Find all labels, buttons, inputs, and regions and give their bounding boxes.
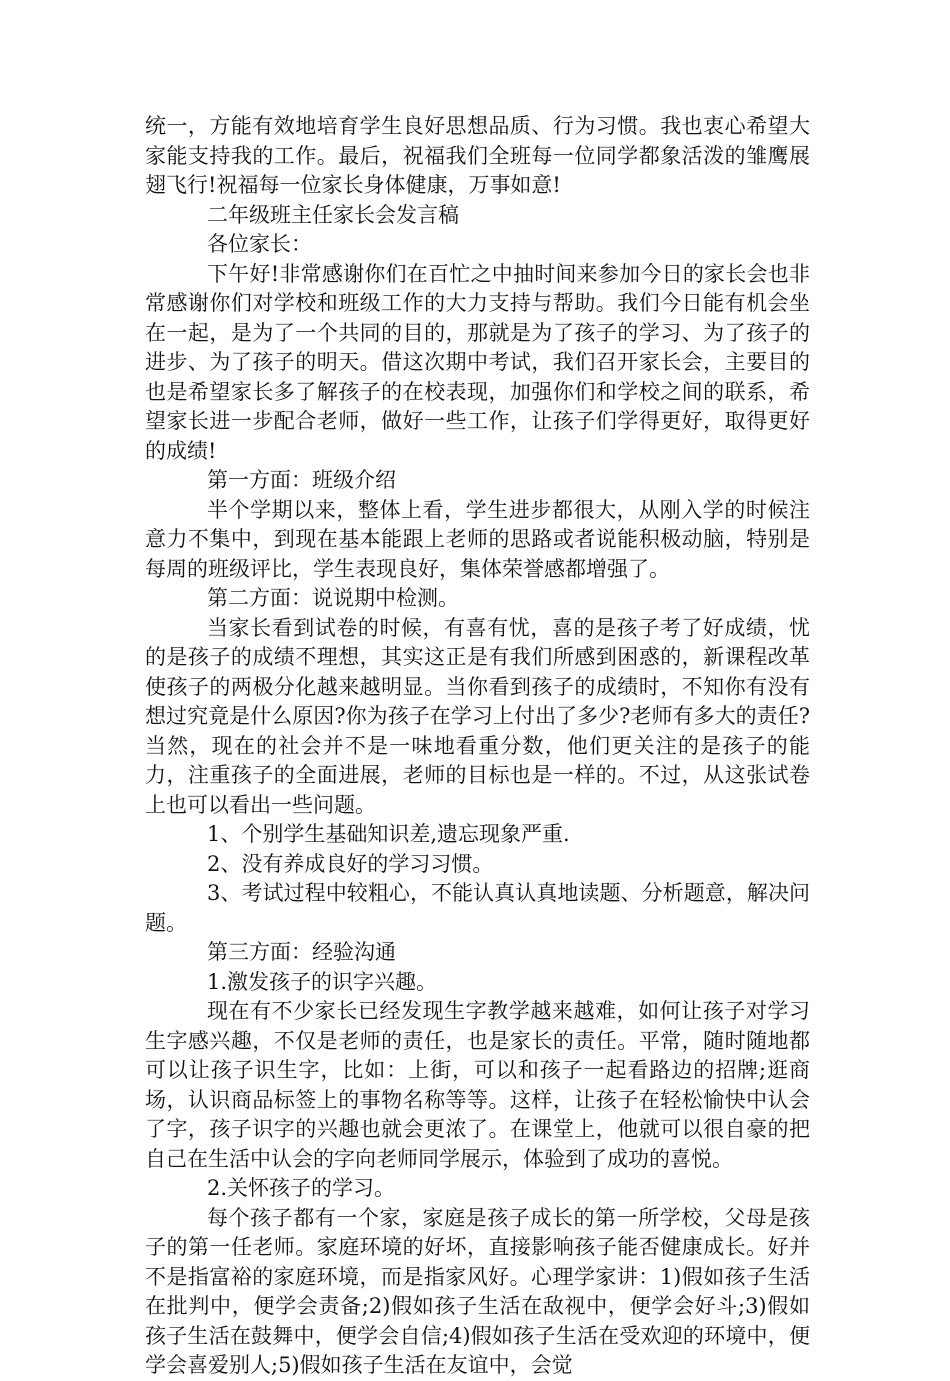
paragraph-family: 每个孩子都有一个家，家庭是孩子成长的第一所学校，父母是孩子的第一任老师。家庭环境的好坏，直接影响孩子能否健康成长。好并不是指富裕的家庭环境，而是指家风好。心理学家讲：1)假如孩子生活在批判中，便学会责备;2)假如孩子生活在敌视中，便学会好斗;3)假如孩子生活在鼓舞中，便学会自信;4)假如孩子生活在受欢迎的环境中，便学会喜爱别人;5)假如孩子生活在友谊中，会觉 bbox=[145, 1205, 810, 1377]
section-heading-3: 第三方面：经验沟通 bbox=[207, 940, 396, 964]
paragraph-literacy: 现在有不少家长已经发现生字教学越来越难，如何让孩子对学习生字感兴趣，不仅是老师的责任，也是家长的责任。平常，随时随地都可以让孩子识生字，比如：上街，可以和孩子一起看路边的招牌;逛商场，认识商品标签上的事物名称等等。这样，让孩子在轻松愉快中认会了字，孩子识字的兴趣也就会更浓了。在课堂上，他就可以很自豪的把自己在生活中认会的字向老师同学展示，体验到了成功的喜悦。 bbox=[145, 999, 810, 1171]
speech-title: 二年级班主任家长会发言稿 bbox=[207, 202, 459, 227]
paragraph-closing: 统一，方能有效地培育学生良好思想品质、行为习惯。我也衷心希望大家能支持我的工作。最后，祝福我们全班每一位同学都象活泼的雏鹰展翅飞行!祝福每一位家长身体健康，万事如意! bbox=[145, 114, 810, 197]
paragraph-class-intro: 半个学期以来，整体上看，学生进步都很大，从刚入学的时候注意力不集中，到现在基本能跟上老师的思路或者说能积极动脑，特别是每周的班级评比，学生表现良好，集体荣誉感都增强了。 bbox=[145, 497, 810, 581]
paragraph-greeting: 下午好!非常感谢你们在百忙之中抽时间来参加今日的家长会也非常感谢你们对学校和班级工作的大力支持与帮助。我们今日能有机会坐在一起，是为了一个共同的目的，那就是为了孩子的学习、为了孩子的进步、为了孩子的明天。借这次期中考试，我们召开家长会，主要目的也是希望家长多了解孩子的在校表现，加强你们和学校之间的联系，希望家长进一步配合老师，做好一些工作，让孩子们学得更好，取得更好的成绩! bbox=[145, 261, 810, 463]
list-item-1: 1、个别学生基础知识差,遗忘现象严重. bbox=[207, 822, 570, 846]
list-item-3: 3、考试过程中较粗心，不能认真认真地读题、分析题意，解决问题。 bbox=[145, 881, 810, 935]
paragraph-exam-review: 当家长看到试卷的时候，有喜有忧，喜的是孩子考了好成绩，忧的是孩子的成绩不理想，其实这正是有我们所感到困惑的，新课程改革使孩子的两极分化越来越明显。当你看到孩子的成绩时，不知你有没有想过究竟是什么原因?你为孩子在学习上付出了多少?老师有多大的责任?当然，现在的社会并不是一味地看重分数，他们更关注的是孩子的能力，注重孩子的全面进展，老师的目标也是一样的。不过，从这张试卷上也可以看出一些问题。 bbox=[145, 615, 810, 817]
section-heading-1: 第一方面：班级介绍 bbox=[207, 468, 396, 492]
document-page bbox=[145, 112, 810, 1381]
list-item-2: 2、没有养成良好的学习习惯。 bbox=[207, 851, 494, 876]
subheading-1: 1.激发孩子的识字兴趣。 bbox=[207, 969, 438, 994]
subheading-2: 2.关怀孩子的学习。 bbox=[207, 1176, 396, 1200]
salutation: 各位家长： bbox=[207, 232, 312, 256]
section-heading-2: 第二方面：说说期中检测。 bbox=[207, 586, 459, 610]
